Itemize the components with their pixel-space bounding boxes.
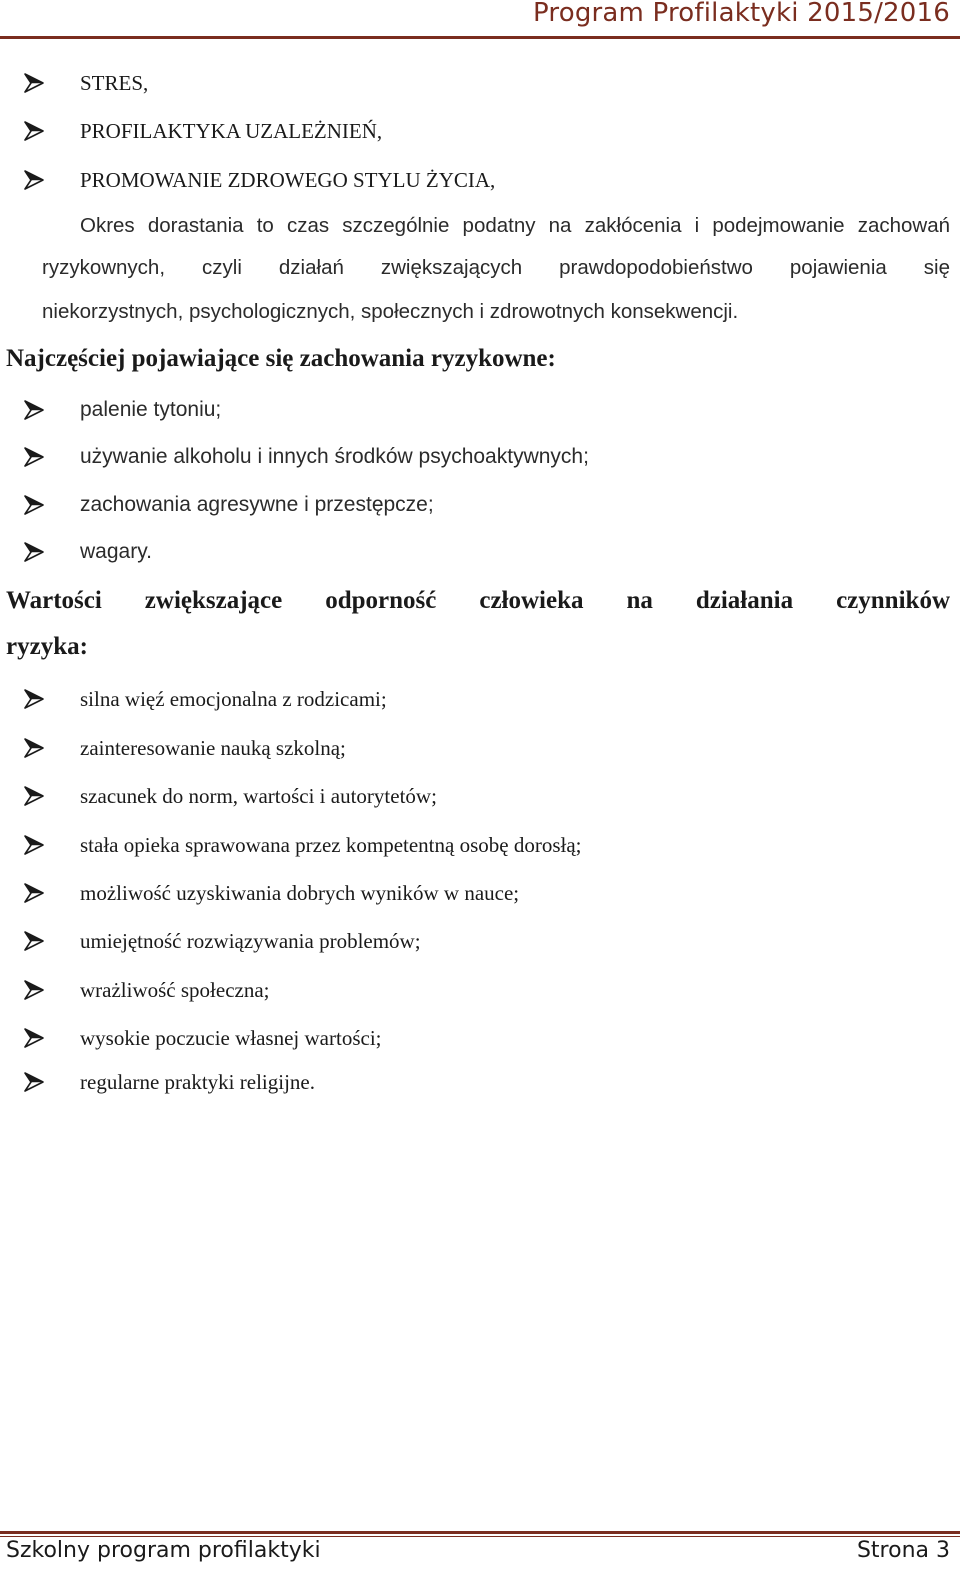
list-item-text: możliwość uzyskiwania dobrych wyników w nauce; xyxy=(80,880,520,905)
arrow-bullet-icon xyxy=(22,929,46,953)
paragraph-line: ryzykownych, czyli działań zwiększających prawdopodobieństwo pojawienia się xyxy=(42,256,950,279)
list-item-text: stała opieka sprawowana przez kompetentną osobę dorosłą; xyxy=(80,832,582,857)
list-item xyxy=(22,1022,382,1054)
arrow-bullet-icon xyxy=(22,736,46,760)
arrow-bullet-icon xyxy=(22,784,46,808)
header-divider xyxy=(0,36,960,39)
arrow-bullet-icon xyxy=(22,398,46,422)
list-item-text: wagary. xyxy=(80,540,152,563)
list-item xyxy=(22,1066,315,1098)
arrow-bullet-icon xyxy=(22,71,46,95)
list-item-text: wysokie poczucie własnej wartości; xyxy=(80,1025,382,1050)
list-item xyxy=(22,394,221,426)
section-heading-resilience: Wartości zwiększające odporność człowieka na działania czynników xyxy=(6,587,950,614)
arrow-bullet-icon xyxy=(22,1026,46,1050)
list-item xyxy=(22,829,582,861)
list-item-text: szacunek do norm, wartości i autorytetów; xyxy=(80,783,437,808)
arrow-bullet-icon xyxy=(22,168,46,192)
list-item-text: wrażliwość społeczna; xyxy=(80,977,270,1002)
paragraph-line: Okres dorastania to czas szczególnie podatny na zakłócenia i podejmowanie zachowań xyxy=(80,214,950,237)
list-item xyxy=(22,441,589,473)
arrow-bullet-icon xyxy=(22,687,46,711)
list-item-text: PROMOWANIE ZDROWEGO STYLU ŻYCIA, xyxy=(80,167,496,192)
list-item-text: zainteresowanie nauką szkolną; xyxy=(80,735,346,760)
section-heading-risk: Najczęściej pojawiające się zachowania ryzykowne: xyxy=(6,345,556,372)
paragraph-line: niekorzystnych, psychologicznych, społecznych i zdrowotnych konsekwencji. xyxy=(42,300,739,323)
list-item-text: palenie tytoniu; xyxy=(80,398,222,421)
list-item-text: używanie alkoholu i innych środków psychoaktywnych; xyxy=(80,445,589,468)
list-item xyxy=(22,925,421,957)
arrow-bullet-icon xyxy=(22,540,46,564)
list-item xyxy=(22,489,434,521)
list-item xyxy=(22,683,387,715)
list-item xyxy=(22,974,270,1006)
list-item xyxy=(22,67,148,99)
list-item-text: silna więź emocjonalna z rodzicami; xyxy=(80,686,387,711)
list-item xyxy=(22,877,519,909)
arrow-bullet-icon xyxy=(22,1070,46,1094)
arrow-bullet-icon xyxy=(22,119,46,143)
list-item-text: STRES, xyxy=(80,70,149,95)
footer-document-name: Szkolny program profilaktyki xyxy=(6,1538,321,1563)
list-item xyxy=(22,536,152,568)
list-item xyxy=(22,164,495,196)
page-header-title: Program Profilaktyki 2015/2016 xyxy=(532,0,950,28)
arrow-bullet-icon xyxy=(22,833,46,857)
arrow-bullet-icon xyxy=(22,445,46,469)
list-item xyxy=(22,115,382,147)
arrow-bullet-icon xyxy=(22,881,46,905)
list-item xyxy=(22,732,346,764)
list-item xyxy=(22,780,437,812)
list-item-text: PROFILAKTYKA UZALEŻNIEŃ, xyxy=(80,118,383,143)
list-item-text: regularne praktyki religijne. xyxy=(80,1069,315,1094)
arrow-bullet-icon xyxy=(22,978,46,1002)
section-heading-resilience-cont: ryzyka: xyxy=(6,633,88,660)
list-item-text: umiejętność rozwiązywania problemów; xyxy=(80,928,421,953)
footer-page-number: Strona 3 xyxy=(856,1538,950,1563)
footer-divider xyxy=(0,1531,960,1534)
list-item-text: zachowania agresywne i przestępcze; xyxy=(80,493,434,516)
footer-divider-thin xyxy=(0,1536,960,1537)
arrow-bullet-icon xyxy=(22,493,46,517)
